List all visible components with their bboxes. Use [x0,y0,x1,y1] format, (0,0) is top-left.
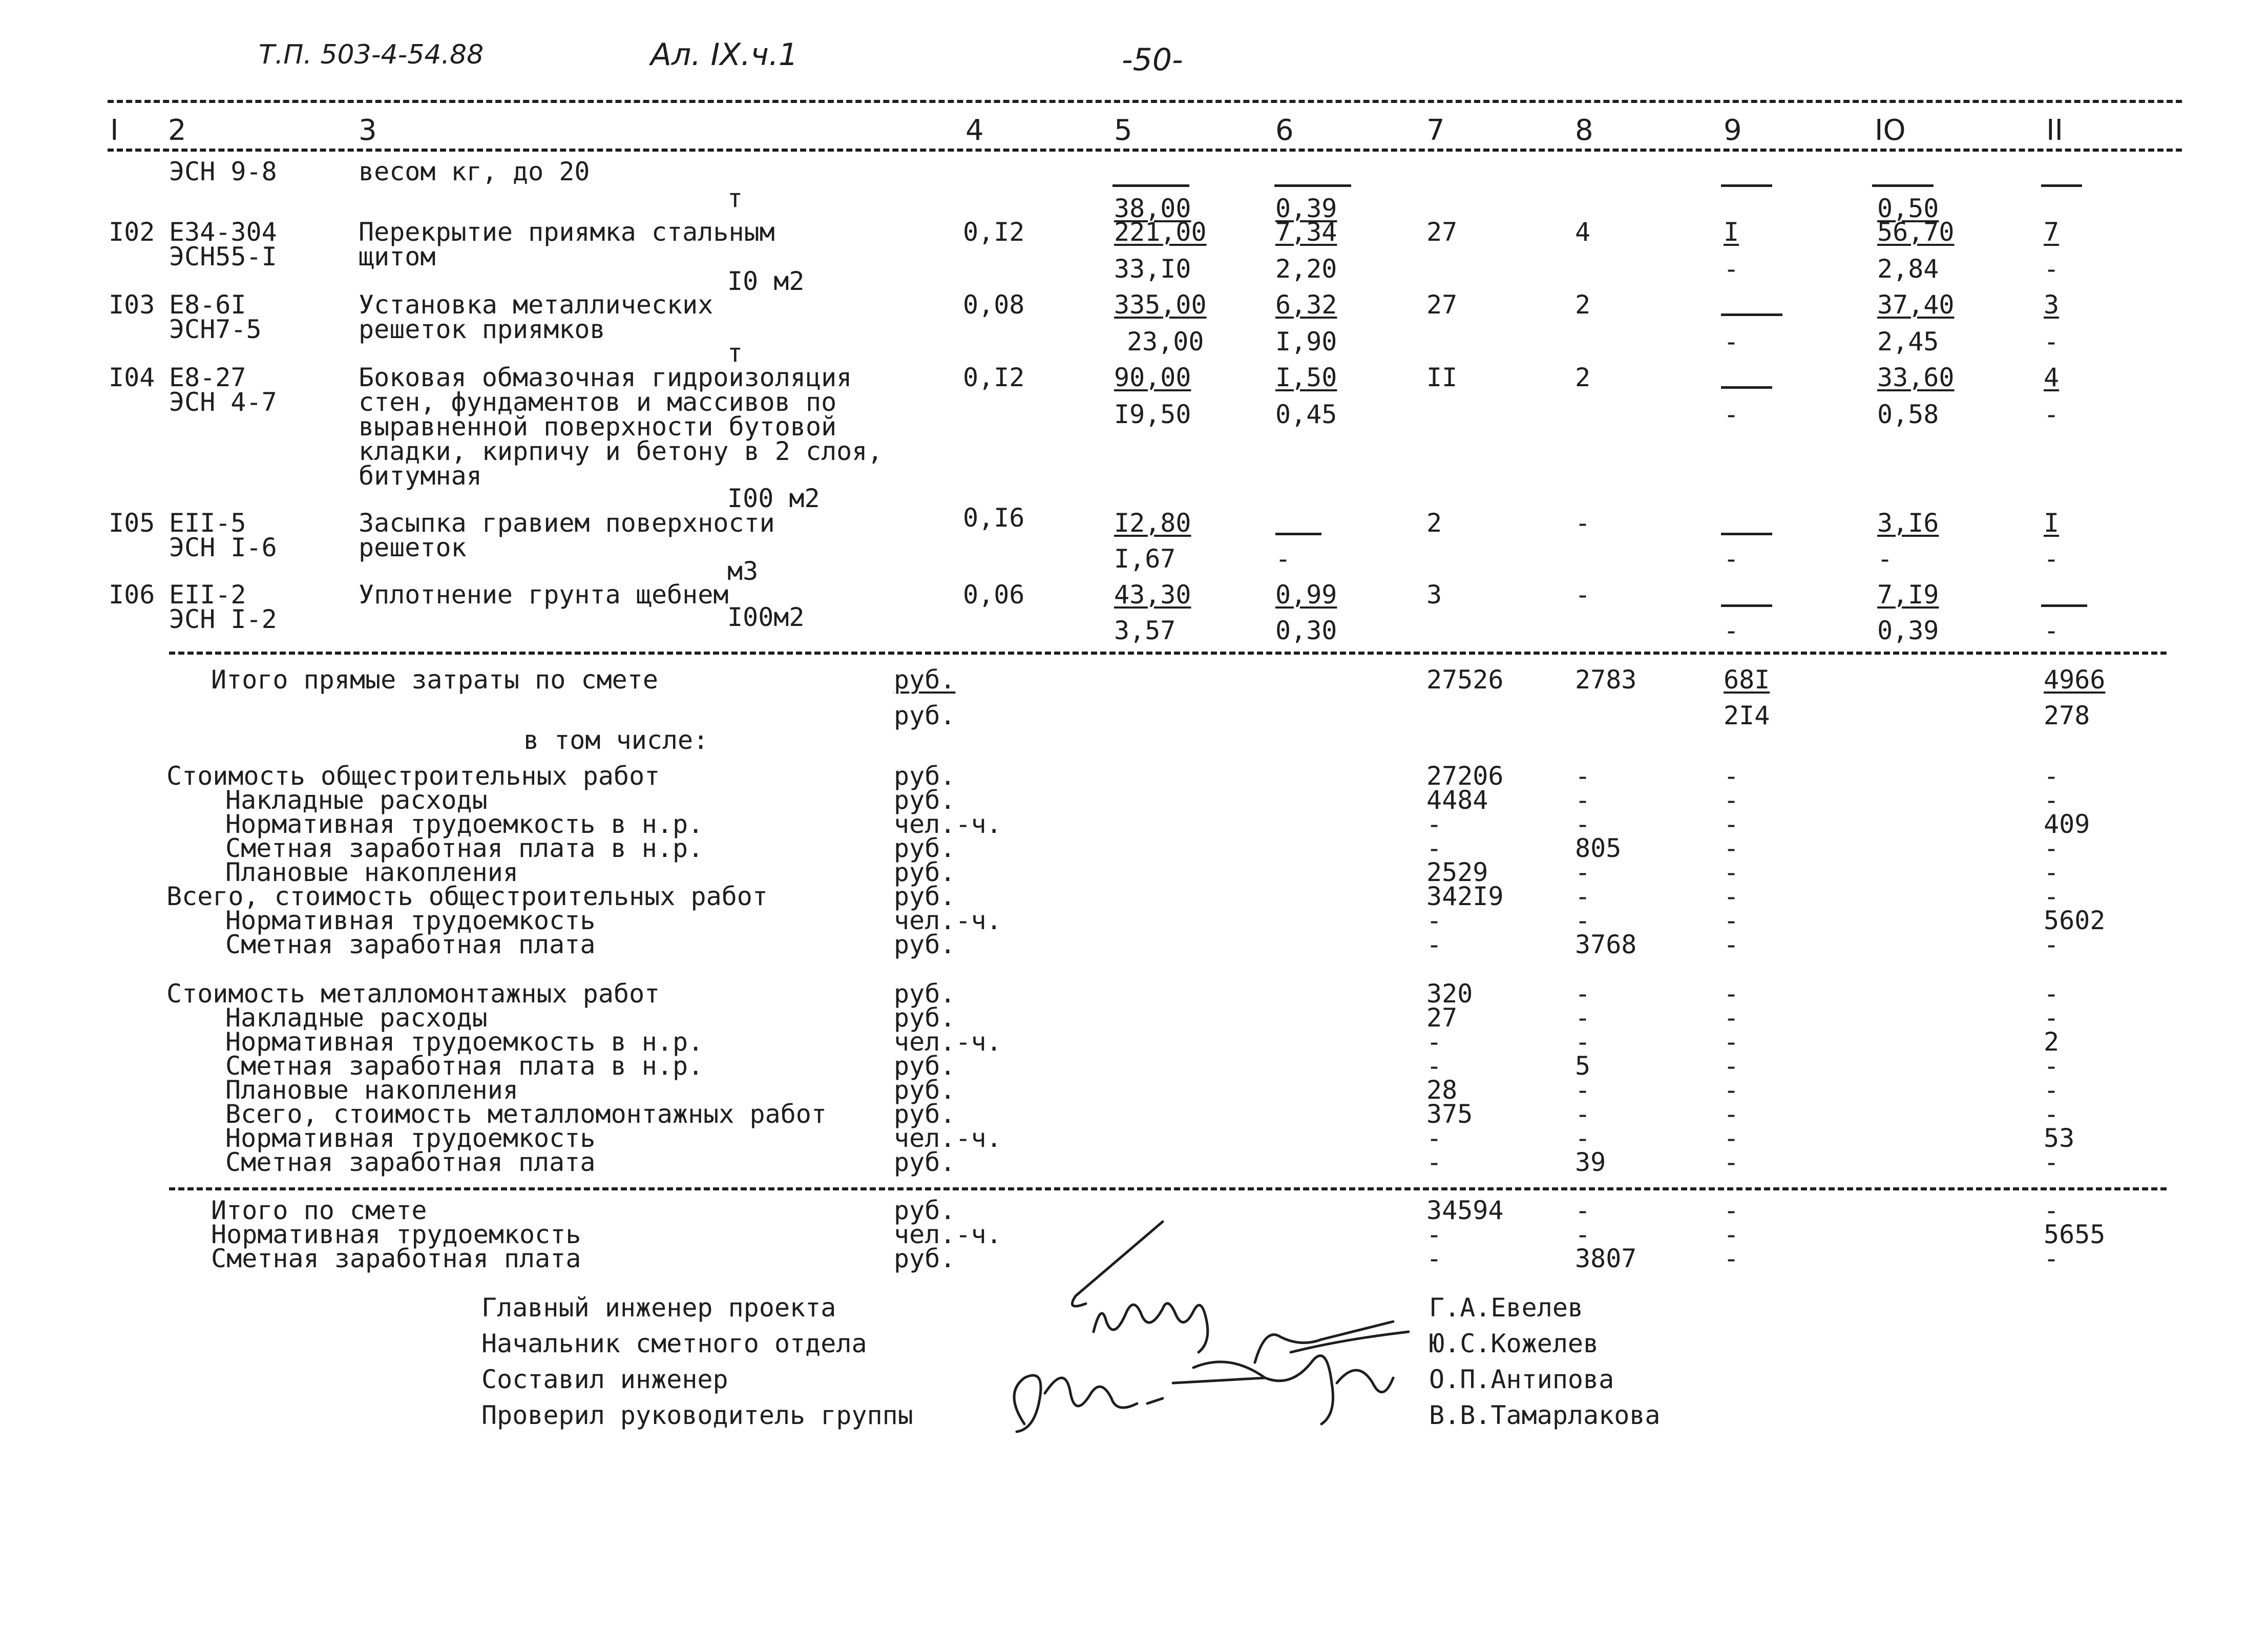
summary-col11: - [2044,979,2060,1009]
signature-role: Проверил руководитель группы [481,1400,913,1430]
col5-value-a: 221,00 [1114,217,1207,247]
row-number: I06 [109,580,155,610]
row-description: кладки, кирпичу и бетону в 2 слоя, [359,436,883,466]
summary-col8: - [1575,979,1591,1009]
col8-value: 2 [1575,363,1591,392]
summary-label: Нормативная трудоемкость в н.р. [225,809,704,839]
summary-label: Стоимость металломонтажных работ [166,979,660,1009]
row-unit: I00м2 [727,602,805,632]
col9-value-b: - [1724,400,1739,429]
col8-value: 2 [1575,290,1591,320]
summary-col7: 28 [1426,1075,1458,1105]
summary-label: Сметная заработная плата [225,930,596,959]
col10-value-b: 0,50 [1877,194,1939,223]
summary-label: Итого по смете [211,1196,427,1225]
summary-col11: 5655 [2044,1220,2106,1249]
col11-value-b: - [2044,327,2060,357]
col10-value-b: 0,58 [1877,400,1939,429]
col6-value-b: - [1275,544,1291,574]
row-number: I05 [109,508,155,538]
col-header-2: 2 [168,114,186,147]
summary-label: Нормативная трудоемкость [225,1123,596,1153]
summary-col7: 34594 [1426,1196,1504,1225]
summary-col11: - [2044,1147,2060,1177]
summary-unit: чел.-ч. [894,809,1002,839]
col11-value-b: - [2044,616,2060,645]
col-header-6: 6 [1275,114,1294,147]
col-header-10: IO [1875,114,1906,147]
signature-name: В.В.Тамарлакова [1429,1400,1661,1430]
summary-unit: чел.-ч. [894,1027,1002,1057]
row-code1: ЕII-5 [169,508,246,538]
col10-value-a: 3,I6 [1877,508,1939,538]
summary-col7: - [1426,1123,1442,1153]
signature-name: О.П.Антипова [1429,1365,1614,1394]
summary-col7: - [1426,1027,1442,1057]
signature-name: Ю.С.Кожелев [1429,1329,1599,1358]
row-quantity: 0,I6 [963,503,1025,533]
summary-col8: - [1575,1196,1591,1225]
summary-col8: 39 [1575,1147,1606,1177]
col-header-5: 5 [1114,114,1132,147]
col6-value-a: I,50 [1275,363,1337,392]
row-code2: ЭСН 9-8 [169,157,277,186]
col11-value-a: 7 [2044,217,2060,247]
row-description: стен, фундаментов и массивов по [359,387,837,417]
summary-col11: - [2044,761,2060,791]
signature-stroke [1072,1222,1163,1306]
col7-value: 3 [1426,580,1442,610]
summary-label: Плановые накопления [225,857,518,887]
row-code1: Е8-6I [169,290,246,320]
signature-role: Главный инженер проекта [481,1293,836,1323]
summary-unit: руб. [894,857,956,887]
signature-role: Начальник сметного отдела [481,1329,867,1358]
row-unit: т [727,338,743,368]
summary-col11: 53 [2044,1123,2075,1153]
summary-col11: - [2044,1099,2060,1129]
row-code2: ЭСН7-5 [169,315,262,344]
summary-col11: - [2044,1051,2060,1081]
summary-col7: - [1426,930,1442,959]
direct-costs-col9: 68I [1724,665,1770,695]
summary-col9: - [1724,761,1739,791]
row-quantity: 0,08 [963,290,1025,320]
row-description: Засыпка гравием поверхности [359,508,775,538]
col-header-1: I [110,114,119,147]
summary-unit: руб. [894,1099,956,1129]
col11-value-b: - [2044,254,2060,284]
col6-value-b: 0,45 [1275,400,1337,429]
col10-value-b: - [1877,544,1893,574]
col-header-7: 7 [1426,114,1445,147]
summary-col11: - [2044,882,2060,911]
row-code2: ЭСН I-2 [169,604,277,634]
col10-value-a: 56,70 [1877,217,1955,247]
summary-col9: - [1724,857,1739,887]
summary-col8: 5 [1575,1051,1591,1081]
col10-value-b: 2,45 [1877,327,1939,357]
direct-costs-col11-b: 278 [2044,701,2090,730]
row-quantity: 0,06 [963,580,1025,610]
col10-value-b: 0,39 [1877,616,1939,645]
summary-unit: руб. [894,930,956,959]
summary-col7: - [1426,1147,1442,1177]
summary-label: Сметная заработная плата [225,1147,596,1177]
summary-col7: 342I9 [1426,882,1504,911]
direct-costs-unit-2: руб. [894,701,956,730]
summary-unit: руб. [894,1196,956,1225]
col8-value: - [1575,580,1591,610]
row-description: выравненной поверхности бутовой [359,412,837,442]
row-code2: ЭСН55-I [169,242,277,271]
summary-col11: 409 [2044,809,2090,839]
col5-value-b: 38,00 [1114,194,1191,223]
doc-code: Т.П. 503-4-54.88 [259,39,484,70]
signature-name: Г.А.Евелев [1429,1293,1584,1323]
summary-label: Накладные расходы [225,1003,488,1033]
summary-unit: руб. [894,785,956,815]
row-unit: I00 м2 [727,484,820,513]
col-header-4: 4 [965,114,984,147]
summary-unit: руб. [894,833,956,863]
summary-col9: - [1724,1075,1739,1105]
summary-col7: 2529 [1426,857,1488,887]
summary-col11: - [2044,785,2060,815]
summary-col7: 27 [1426,1003,1458,1033]
summary-col7: - [1426,809,1442,839]
summary-col11: - [2044,833,2060,863]
row-number: I03 [109,290,155,320]
summary-unit: руб. [894,1244,956,1273]
col5-value-a: 43,30 [1114,580,1191,610]
summary-col8: - [1575,1003,1591,1033]
summary-col11: - [2044,930,2060,959]
col6-value-b: I,90 [1275,327,1337,357]
summary-col9: - [1724,1027,1739,1057]
signature-stroke [1014,1375,1163,1432]
summary-col7: - [1426,1051,1442,1081]
summary-col8: - [1575,882,1591,911]
summary-col11: - [2044,857,2060,887]
summary-col9: - [1724,1051,1739,1081]
col7-value: 27 [1426,217,1458,247]
summary-col8: - [1575,1123,1591,1153]
row-code1: Е34-304 [169,217,277,247]
summary-col8: - [1575,1075,1591,1105]
row-description: весом кг, до 20 [359,157,590,186]
col9-value-b: - [1724,327,1739,357]
col-header-8: 8 [1575,114,1593,147]
summary-label: Нормативная трудоемкость [211,1220,581,1249]
signature-role: Составил инженер [481,1365,728,1394]
summary-col9: - [1724,1220,1739,1249]
row-description: битумная [359,461,482,491]
direct-costs-col9-b: 2I4 [1724,701,1770,730]
col10-value-a: 37,40 [1877,290,1955,320]
summary-col7: 320 [1426,979,1473,1009]
summary-col9: - [1724,906,1739,935]
page-number: -50- [1122,42,1183,78]
col5-value-b: 23,00 [1127,327,1204,357]
summary-unit: чел.-ч. [894,1123,1002,1153]
direct-costs-label: Итого прямые затраты по смете [211,665,658,695]
direct-costs-col7: 27526 [1426,665,1504,695]
summary-col8: - [1575,761,1591,791]
summary-col8: - [1575,1099,1591,1129]
row-number: I02 [109,217,155,247]
summary-label: Сметная заработная плата [211,1244,581,1273]
summary-col9: - [1724,1123,1739,1153]
summary-col7: - [1426,906,1442,935]
summary-col11: 5602 [2044,906,2106,935]
row-quantity: 0,I2 [963,217,1025,247]
summary-unit: руб. [894,1051,956,1081]
summary-unit: чел.-ч. [894,1220,1002,1249]
col-header-3: 3 [359,114,377,147]
row-description: решеток [359,533,467,562]
col10-value-a: 7,I9 [1877,580,1939,610]
summary-label: Всего, стоимость металломонтажных работ [225,1099,827,1129]
summary-col8: 805 [1575,833,1622,863]
summary-col9: - [1724,785,1739,815]
summary-unit: чел.-ч. [894,906,1002,935]
row-description: Боковая обмазочная гидроизоляция [359,363,852,392]
col9-value-a: I [1724,217,1739,247]
summary-col11: - [2044,1244,2060,1273]
col6-value-b: 0,30 [1275,616,1337,645]
col9-value-b: - [1724,254,1739,284]
summary-unit: руб. [894,882,956,911]
row-code2: ЭСН I-6 [169,533,277,562]
row-code1: ЕII-2 [169,580,246,610]
col8-value: 4 [1575,217,1591,247]
col5-value-b: 3,57 [1114,616,1176,645]
summary-unit: руб. [894,761,956,791]
row-quantity: 0,I2 [963,363,1025,392]
col11-value-a: I [2044,508,2060,538]
summary-col8: 3768 [1575,930,1637,959]
summary-col11: - [2044,1003,2060,1033]
col11-value-a: 3 [2044,290,2060,320]
direct-costs-col11: 4966 [2044,665,2106,695]
col9-value-b: - [1724,544,1739,574]
col7-value: 2 [1426,508,1442,538]
row-description: Уплотнение грунта щебнем [359,580,729,610]
summary-col9: - [1724,1244,1739,1273]
summary-col9: - [1724,979,1739,1009]
summary-col9: - [1724,809,1739,839]
summary-label: Нормативная трудоемкость в н.р. [225,1027,704,1057]
summary-col8: - [1575,1027,1591,1057]
col10-value-a: 33,60 [1877,363,1955,392]
summary-col9: - [1724,1003,1739,1033]
summary-label: Стоимость общестроительных работ [166,761,660,791]
col5-value-b: I,67 [1114,544,1176,574]
summary-col11: 2 [2044,1027,2060,1057]
summary-col7: 375 [1426,1099,1473,1129]
row-code1: Е8-27 [169,363,246,392]
col-header-9: 9 [1724,114,1742,147]
col9-value-b: - [1724,616,1739,645]
row-description: щитом [359,242,436,271]
summary-col9: - [1724,833,1739,863]
row-description: решеток приямков [359,315,605,344]
summary-col7: 4484 [1426,785,1488,815]
col7-value: 27 [1426,290,1458,320]
summary-col7: 27206 [1426,761,1504,791]
summary-col8: - [1575,906,1591,935]
summary-label: Всего, стоимость общестроительных работ [166,882,768,911]
col-header-11: II [2046,114,2064,147]
summary-col7: - [1426,833,1442,863]
col5-value-a: 335,00 [1114,290,1207,320]
summary-unit: руб. [894,1147,956,1177]
signature-stroke [1173,1356,1393,1424]
summary-col8: - [1575,1220,1591,1249]
col6-value-a: 6,32 [1275,290,1337,320]
summary-col9: - [1724,882,1739,911]
row-number: I04 [109,363,155,392]
direct-costs-col8: 2783 [1575,665,1637,695]
summary-col11: - [2044,1075,2060,1105]
summary-col9: - [1724,930,1739,959]
summary-col9: - [1724,1099,1739,1129]
col7-value: II [1426,363,1458,392]
summary-col8: - [1575,785,1591,815]
col5-value-b: I9,50 [1114,400,1191,429]
summary-col11: - [2044,1196,2060,1225]
row-unit: т [727,183,743,213]
summary-col8: - [1575,809,1591,839]
summary-label: Плановые накопления [225,1075,518,1105]
summary-unit: руб. [894,1003,956,1033]
row-code2: ЭСН 4-7 [169,387,277,417]
col5-value-a: 90,00 [1114,363,1191,392]
including-label: в том числе: [523,725,709,755]
summary-unit: руб. [894,979,956,1009]
summary-label: Нормативная трудоемкость [225,906,596,935]
direct-costs-unit: руб. [894,665,956,695]
album-code: Ал. IX.ч.1 [650,37,799,73]
col6-value-b: 2,20 [1275,254,1337,284]
col11-value-a: 4 [2044,363,2060,392]
signature-stroke [1094,1304,1208,1352]
col6-value-a: 0,99 [1275,580,1337,610]
summary-col9: - [1724,1147,1739,1177]
col10-value-b: 2,84 [1877,254,1939,284]
summary-col9: - [1724,1196,1739,1225]
summary-label: Накладные расходы [225,785,488,815]
summary-label: Сметная заработная плата в н.р. [225,833,704,863]
row-unit: м3 [727,556,759,586]
row-description: Установка металлических [359,290,713,320]
col11-value-b: - [2044,400,2060,429]
summary-label: Сметная заработная плата в н.р. [225,1051,704,1081]
summary-col7: - [1426,1220,1442,1249]
col6-value-b: 0,39 [1275,194,1337,223]
col11-value-b: - [2044,544,2060,574]
col8-value: - [1575,508,1591,538]
row-description: Перекрытие приямка стальным [359,217,775,247]
summary-col8: - [1575,857,1591,887]
summary-col7: - [1426,1244,1442,1273]
summary-unit: руб. [894,1075,956,1105]
col6-value-a: 7,34 [1275,217,1337,247]
summary-col8: 3807 [1575,1244,1637,1273]
col5-value-b: 33,I0 [1114,254,1191,284]
row-unit: I0 м2 [727,266,805,296]
col5-value-a: I2,80 [1114,508,1191,538]
